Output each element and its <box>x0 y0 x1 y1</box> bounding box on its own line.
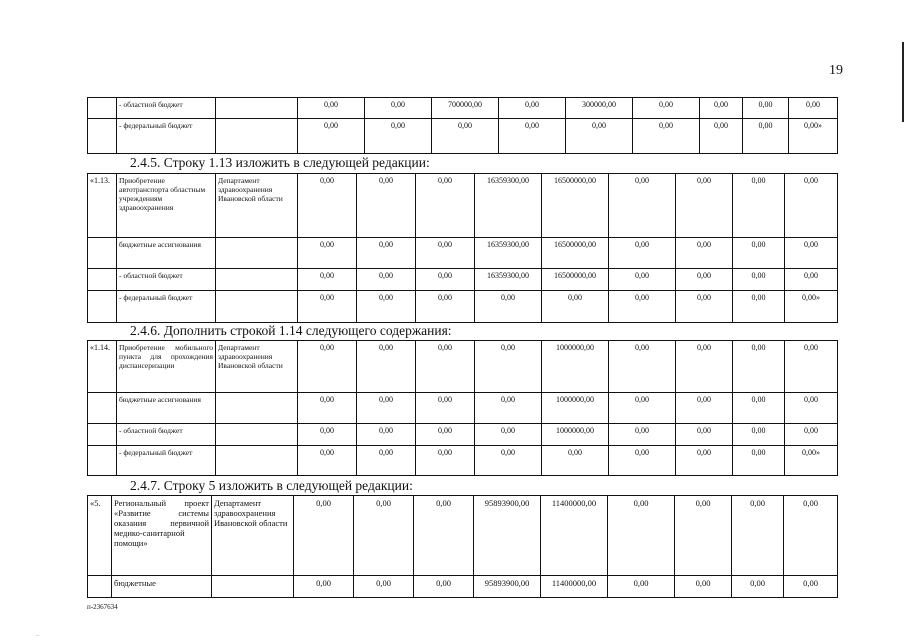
row-name: - областной бюджет <box>117 269 216 291</box>
value-cell: 0,00 <box>733 341 785 393</box>
page-number: 19 <box>829 63 843 78</box>
value-cell: 0,00 <box>298 446 357 476</box>
value-cell: 95893900,00 <box>474 496 541 576</box>
row-name: - федеральный бюджет <box>117 119 216 154</box>
table-row <box>88 446 838 476</box>
value-cell: 0,00 <box>365 98 432 119</box>
value-cell: 0,00 <box>676 238 733 269</box>
document-code: п-2367634 <box>87 603 118 611</box>
value-cell: 0,00 <box>357 446 416 476</box>
budget-table-1-13 <box>87 173 838 323</box>
value-cell: 0,00 <box>414 576 474 598</box>
row-department <box>216 424 298 446</box>
row-department <box>216 119 298 154</box>
value-cell: 0,00 <box>784 576 838 598</box>
row-number <box>88 446 117 476</box>
value-cell: 1000000,00 <box>542 341 609 393</box>
value-cell: 0,00 <box>294 496 354 576</box>
row-department <box>216 98 298 119</box>
value-cell: 0,00 <box>416 393 475 424</box>
row-number <box>88 119 117 154</box>
value-cell: 11400000,00 <box>541 576 608 598</box>
value-cell: 0,00 <box>298 238 357 269</box>
value-cell: 0,00 <box>733 238 785 269</box>
row-number <box>88 393 117 424</box>
value-cell: 0,00» <box>785 291 838 323</box>
value-cell: 1000000,00 <box>542 424 609 446</box>
value-cell: 0,00 <box>298 98 365 119</box>
value-cell: 0,00 <box>733 393 785 424</box>
row-name: - федеральный бюджет <box>117 446 216 476</box>
value-cell: 0,00 <box>542 446 609 476</box>
budget-table-1-14 <box>87 340 838 476</box>
table-row <box>88 174 838 238</box>
value-cell: 0,00 <box>608 576 675 598</box>
table-row <box>88 424 838 446</box>
budget-table-continuation <box>87 97 838 154</box>
row-department <box>216 238 298 269</box>
value-cell: 0,00 <box>475 446 542 476</box>
value-cell: 0,00 <box>357 238 416 269</box>
value-cell: 95893900,00 <box>474 576 541 598</box>
value-cell: 0,00 <box>785 269 838 291</box>
budget-table-5 <box>87 495 838 598</box>
table-row <box>88 496 838 576</box>
value-cell: 0,00 <box>732 576 784 598</box>
value-cell: 0,00 <box>785 174 838 238</box>
value-cell: 0,00 <box>357 174 416 238</box>
row-name: бюджетные ассигнования <box>117 238 216 269</box>
row-department: Департамент здравоохранения Ивановской области <box>212 496 294 576</box>
value-cell: 0,00 <box>475 291 542 323</box>
value-cell: 0,00 <box>784 496 838 576</box>
value-cell: 0,00 <box>676 446 733 476</box>
value-cell: 0,00 <box>354 576 414 598</box>
table-row <box>88 269 838 291</box>
value-cell: 0,00 <box>609 269 676 291</box>
value-cell: 0,00 <box>743 119 789 154</box>
value-cell: 0,00 <box>365 119 432 154</box>
value-cell: 0,00 <box>700 119 743 154</box>
row-department <box>216 269 298 291</box>
value-cell: 0,00 <box>733 446 785 476</box>
value-cell: 0,00 <box>675 576 732 598</box>
table-row <box>88 291 838 323</box>
section-heading: 2.4.7. Строку 5 изложить в следующей редакции: <box>130 478 413 493</box>
value-cell: 300000,00 <box>566 98 633 119</box>
value-cell: 0,00 <box>475 393 542 424</box>
value-cell: 0,00 <box>733 269 785 291</box>
edge-line <box>902 42 904 122</box>
row-department <box>216 291 298 323</box>
row-department <box>212 576 294 598</box>
value-cell: 0,00 <box>357 341 416 393</box>
row-number <box>88 576 112 598</box>
value-cell: 0,00 <box>675 496 732 576</box>
value-cell: 0,00 <box>609 238 676 269</box>
value-cell: 0,00 <box>732 496 784 576</box>
value-cell: 0,00 <box>298 393 357 424</box>
value-cell: 0,00 <box>298 291 357 323</box>
table-row <box>88 393 838 424</box>
value-cell: 0,00 <box>785 393 838 424</box>
value-cell: 0,00 <box>785 238 838 269</box>
value-cell: 0,00 <box>609 174 676 238</box>
value-cell: 0,00 <box>416 269 475 291</box>
value-cell: 0,00 <box>414 496 474 576</box>
value-cell: 0,00 <box>733 174 785 238</box>
value-cell: 0,00 <box>475 424 542 446</box>
value-cell: 0,00 <box>566 119 633 154</box>
value-cell: 0,00 <box>609 341 676 393</box>
row-name: бюджетные <box>112 576 212 598</box>
value-cell: 0,00» <box>789 119 838 154</box>
row-name: бюджетные ассигнования <box>117 393 216 424</box>
value-cell: 0,00 <box>354 496 414 576</box>
value-cell: 0,00 <box>542 291 609 323</box>
value-cell: 0,00 <box>298 341 357 393</box>
value-cell: 0,00 <box>785 341 838 393</box>
value-cell: 0,00 <box>785 424 838 446</box>
value-cell: 0,00 <box>743 98 789 119</box>
value-cell: 16500000,00 <box>542 269 609 291</box>
value-cell: 0,00» <box>785 446 838 476</box>
value-cell: 0,00 <box>676 393 733 424</box>
row-name: - федеральный бюджет <box>117 291 216 323</box>
value-cell: 16359300,00 <box>475 174 542 238</box>
value-cell: 0,00 <box>357 291 416 323</box>
section-heading: 2.4.5. Строку 1.13 изложить в следующей редакции: <box>130 155 430 170</box>
value-cell: 0,00 <box>700 98 743 119</box>
value-cell: 0,00 <box>676 291 733 323</box>
row-number <box>88 269 117 291</box>
table-row <box>88 119 838 154</box>
value-cell: 0,00 <box>733 291 785 323</box>
value-cell: 1000000,00 <box>542 393 609 424</box>
row-department: Департамент здравоохранения Ивановской области <box>216 174 298 238</box>
row-number: «1.13. <box>88 174 117 238</box>
value-cell: 0,00 <box>432 119 499 154</box>
row-number: «5. <box>88 496 112 576</box>
table-row <box>88 238 838 269</box>
value-cell: 0,00 <box>609 393 676 424</box>
value-cell: 0,00 <box>609 446 676 476</box>
row-number <box>88 98 117 119</box>
scan-mark: .. <box>36 630 40 638</box>
value-cell: 11400000,00 <box>541 496 608 576</box>
row-name: - областной бюджет <box>117 424 216 446</box>
value-cell: 0,00 <box>416 174 475 238</box>
value-cell: 0,00 <box>475 341 542 393</box>
row-department <box>216 446 298 476</box>
value-cell: 0,00 <box>416 341 475 393</box>
value-cell: 16500000,00 <box>542 174 609 238</box>
value-cell: 0,00 <box>676 341 733 393</box>
value-cell: 0,00 <box>676 174 733 238</box>
value-cell: 0,00 <box>298 269 357 291</box>
value-cell: 0,00 <box>633 98 700 119</box>
value-cell: 0,00 <box>416 424 475 446</box>
value-cell: 0,00 <box>676 424 733 446</box>
table-row <box>88 341 838 393</box>
value-cell: 0,00 <box>357 269 416 291</box>
value-cell: 0,00 <box>733 424 785 446</box>
value-cell: 0,00 <box>298 174 357 238</box>
row-name: - областной бюджет <box>117 98 216 119</box>
row-department <box>216 393 298 424</box>
value-cell: 0,00 <box>676 269 733 291</box>
value-cell: 0,00 <box>416 446 475 476</box>
value-cell: 0,00 <box>416 291 475 323</box>
table-row <box>88 576 838 598</box>
row-number <box>88 238 117 269</box>
row-name: Региональный проект «Развитие системы оказания первичной медико-санитарной помощи» <box>112 496 212 576</box>
value-cell: 0,00 <box>499 119 566 154</box>
value-cell: 0,00 <box>633 119 700 154</box>
value-cell: 0,00 <box>357 393 416 424</box>
value-cell: 700000,00 <box>432 98 499 119</box>
value-cell: 0,00 <box>609 424 676 446</box>
row-number <box>88 291 117 323</box>
value-cell: 0,00 <box>298 424 357 446</box>
value-cell: 0,00 <box>298 119 365 154</box>
row-name: Приобретение мобильного пункта для прохождения диспансеризации <box>117 341 216 393</box>
value-cell: 0,00 <box>294 576 354 598</box>
row-number <box>88 424 117 446</box>
value-cell: 0,00 <box>499 98 566 119</box>
row-name: Приобретение автотранспорта областным учреждениям здравоохранения <box>117 174 216 238</box>
value-cell: 0,00 <box>608 496 675 576</box>
row-department: Департамент здравоохранения Ивановской области <box>216 341 298 393</box>
value-cell: 16500000,00 <box>542 238 609 269</box>
section-heading: 2.4.6. Дополнить строкой 1.14 следующего содержания: <box>130 323 452 338</box>
value-cell: 0,00 <box>609 291 676 323</box>
value-cell: 0,00 <box>416 238 475 269</box>
row-number: «1.14. <box>88 341 117 393</box>
value-cell: 0,00 <box>789 98 838 119</box>
value-cell: 16359300,00 <box>475 269 542 291</box>
value-cell: 0,00 <box>357 424 416 446</box>
table-row <box>88 98 838 119</box>
value-cell: 16359300,00 <box>475 238 542 269</box>
